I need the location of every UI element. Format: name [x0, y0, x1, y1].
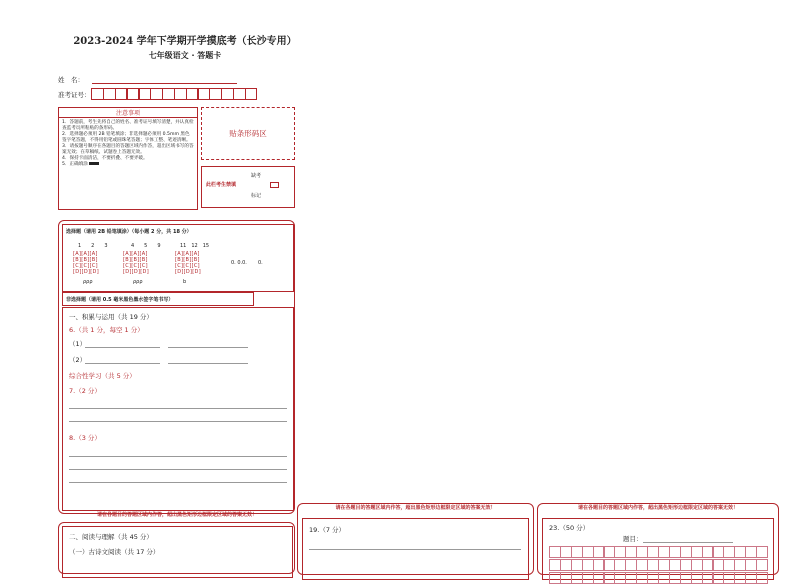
- absent-box: [201, 166, 295, 208]
- notice-item: 4．保持卡面清洁，不要折叠、不要弄破。: [62, 156, 148, 161]
- notice-item: 1．答题前，考生先将自己的姓名、准考证号填写清楚，并认真检查监考员所粘贴的条形码。: [62, 120, 194, 131]
- essay-grid-cell[interactable]: [756, 572, 768, 584]
- q8-line[interactable]: [69, 456, 287, 457]
- answer-frame-col2: [297, 503, 534, 575]
- essay-topic-label: 题目：: [623, 535, 643, 543]
- absent-label: 缺考: [251, 173, 262, 179]
- notice-item: 2．选择题必须用 2B 铅笔填涂；非选择题必须用 0.5mm 黑色签字笔答题，不得用铅笔或圆珠笔答题；字体工整、笔迹清晰。: [62, 132, 191, 143]
- absent-mark-label: 标记: [251, 193, 262, 199]
- mcq-extra: 0. 0.0.: [231, 260, 247, 266]
- notice-title: 注意事项: [59, 108, 197, 118]
- section1-box: [62, 307, 294, 511]
- essay-grid-cell[interactable]: [756, 546, 768, 558]
- mcq-group-3[interactable]: [A][A][A] [B][B][B] [C][C][C] [D][D][D]: [175, 251, 201, 275]
- id-label: 准考证号：: [58, 91, 91, 99]
- essay-grid-cell[interactable]: [756, 559, 768, 571]
- notice-box: [58, 107, 198, 210]
- essay-topic-field[interactable]: [643, 542, 733, 543]
- mcq-tail: ρρρ: [83, 279, 93, 285]
- mcq-title: 选择题（请用 2B 铅笔填涂）（每小题 2 分，共 18 分）: [66, 229, 192, 235]
- mcq-group-2[interactable]: [A][A][A] [B][B][B] [C][C][C] [D][D][D]: [123, 251, 149, 275]
- q8-line[interactable]: [69, 482, 287, 483]
- q6-1-blank-b[interactable]: [168, 347, 248, 348]
- barcode-area: [201, 107, 295, 160]
- absent-note: 此栏考生禁填: [206, 182, 237, 188]
- q6-label: 6.（共 1 分，每空 1 分）: [69, 326, 144, 334]
- notice-item: 3．请按题号顺序在各题目的答题区域内作答，超出区域书写的答案无效；在草稿纸、试题卷上答题无效。: [62, 144, 194, 155]
- section1-title: 一、积累与运用（共 19 分）: [69, 313, 153, 321]
- mcq-tail: ρρρ: [133, 279, 143, 285]
- q23-label: 23.（50 分）: [549, 524, 590, 532]
- q19-box: [302, 518, 529, 580]
- warning-text: 请在各题目的答题区域内作答，超出黑色矩形边框限定区域的答案无效！: [577, 505, 738, 511]
- q19-label: 19.（7 分）: [309, 526, 346, 534]
- mcq-numbers-c: 11 12 15: [180, 243, 210, 249]
- mcq-group-1[interactable]: [A][A][A] [B][B][B] [C][C][C] [D][D][D]: [73, 251, 99, 275]
- name-field[interactable]: [92, 83, 237, 84]
- q7-line[interactable]: [69, 408, 287, 409]
- warning-text: 请在各题目的答题区域内作答，超出黑色矩形边框限定区域的答案无效！: [335, 505, 496, 511]
- q6-2-blank-b[interactable]: [168, 363, 248, 364]
- section2-box: [62, 526, 293, 578]
- answer-frame-2: [58, 522, 295, 574]
- non-mcq-header: [62, 292, 254, 306]
- mcq-tail: b: [183, 279, 187, 285]
- name-label: 姓 名：: [58, 76, 84, 84]
- q6-1-blank-a[interactable]: [85, 347, 160, 348]
- absent-checkbox[interactable]: [270, 182, 279, 188]
- warning-text: 请在各题目的答题区域内作答，超出黑色矩形边框限定区域的答案无效！: [96, 512, 257, 518]
- barcode-label: 贴条形码区: [229, 129, 267, 138]
- answer-frame-col3: [537, 503, 779, 575]
- q7-line[interactable]: [69, 421, 287, 422]
- q6-2-label: （2）: [69, 356, 87, 364]
- mcq-box: [62, 224, 294, 292]
- q6-2-blank-a[interactable]: [85, 363, 160, 364]
- section2-sub: （一）古诗文阅读（共 17 分）: [69, 548, 160, 556]
- mcq-numbers-a: 1 2 3: [78, 243, 108, 249]
- q19-line[interactable]: [309, 549, 521, 550]
- mcq-numbers-b: 4 5 9: [131, 243, 161, 249]
- comp-label: 综合性学习（共 5 分）: [69, 372, 136, 380]
- q7-label: 7.（2 分）: [69, 387, 101, 395]
- id-field[interactable]: [92, 88, 257, 100]
- q6-1-label: （1）: [69, 340, 87, 348]
- page-subtitle: 七年级语文 · 答题卡: [148, 51, 222, 60]
- q8-line[interactable]: [69, 469, 287, 470]
- page-title: 2023-2024 学年下学期开学摸底考（长沙专用）: [73, 36, 297, 47]
- q8-label: 8.（3 分）: [69, 434, 101, 442]
- notice-item: 5．正确填涂: [62, 162, 194, 168]
- section2-title: 二、阅读与理解（共 45 分）: [69, 533, 153, 541]
- mcq-extra: 0.: [258, 260, 263, 266]
- essay-box: [542, 518, 774, 580]
- non-mcq-title: 非选择题（请用 0.5 毫米黑色墨水签字笔书写）: [66, 297, 174, 303]
- essay-grid[interactable]: [549, 546, 767, 586]
